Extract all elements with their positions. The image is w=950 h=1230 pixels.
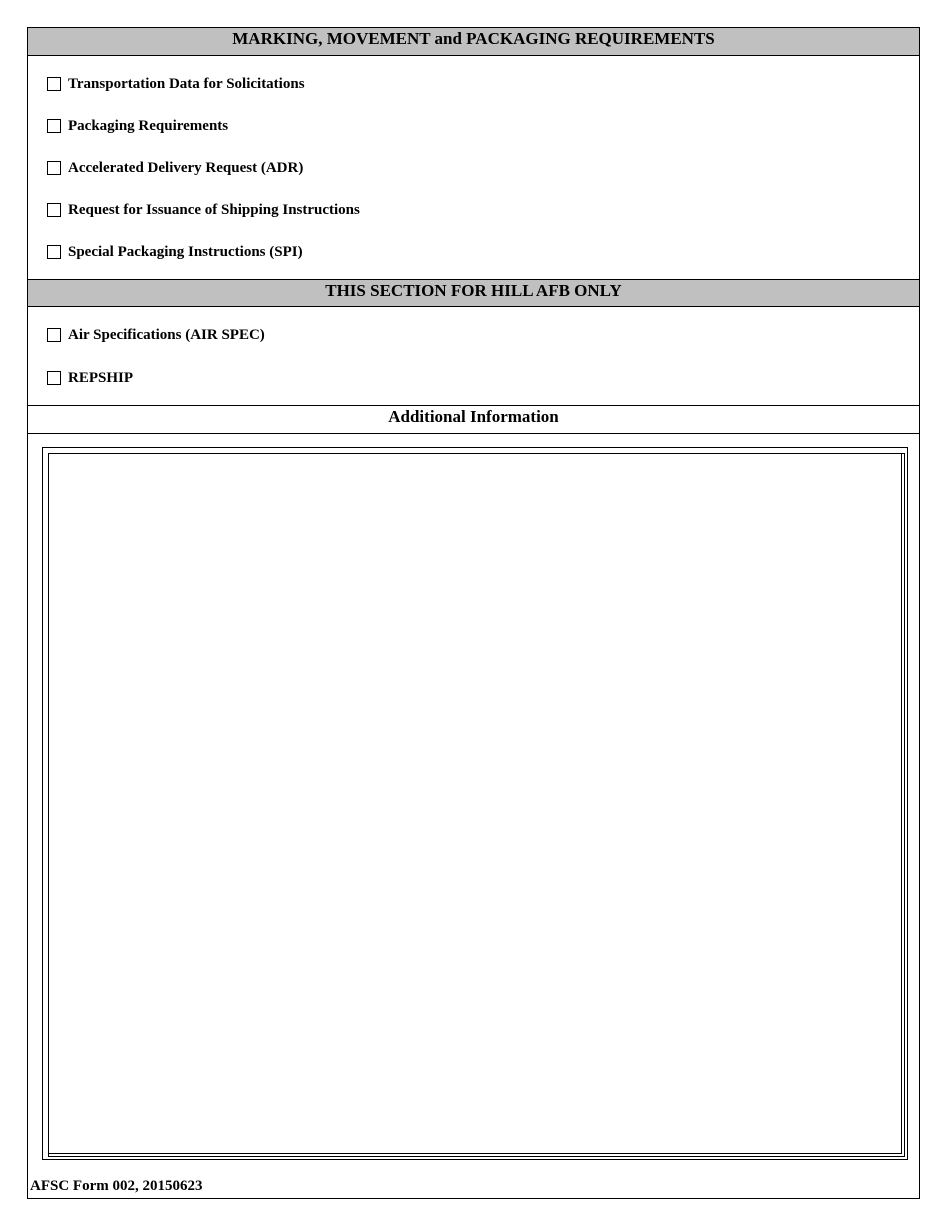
checkbox-label: Special Packaging Instructions (SPI) <box>68 243 303 260</box>
checkbox-air-specifications[interactable] <box>47 328 61 342</box>
checkbox-row-accelerated-delivery[interactable] <box>47 159 303 177</box>
checkbox-transportation-data[interactable] <box>47 77 61 91</box>
checkbox-repship[interactable] <box>47 371 61 385</box>
marking-section-header <box>28 28 919 56</box>
checkbox-row-shipping-instructions[interactable] <box>47 201 360 219</box>
checkbox-row-special-packaging[interactable] <box>47 243 303 261</box>
checkbox-row-transportation-data[interactable] <box>47 75 305 93</box>
form-footer-id: AFSC Form 002, 20150623 <box>30 1178 203 1194</box>
form-page <box>27 27 920 1199</box>
checkbox-row-repship[interactable] <box>47 369 133 387</box>
checkbox-label: Air Specifications (AIR SPEC) <box>68 326 265 343</box>
hill-afb-section-header <box>28 279 919 307</box>
checkbox-row-packaging-requirements[interactable] <box>47 117 228 135</box>
additional-info-frame <box>48 453 905 1157</box>
additional-info-box <box>42 447 908 1160</box>
additional-info-title: Additional Information <box>388 407 559 426</box>
hill-afb-section-title: THIS SECTION FOR HILL AFB ONLY <box>325 281 622 300</box>
additional-info-textarea[interactable] <box>53 458 900 1152</box>
checkbox-special-packaging[interactable] <box>47 245 61 259</box>
checkbox-shipping-instructions[interactable] <box>47 203 61 217</box>
checkbox-label: Transportation Data for Solicitations <box>68 75 305 92</box>
marking-section-title: MARKING, MOVEMENT and PACKAGING REQUIREMENTS <box>232 29 715 48</box>
checkbox-label: REPSHIP <box>68 369 134 386</box>
checkbox-accelerated-delivery[interactable] <box>47 161 61 175</box>
additional-info-header <box>28 405 919 434</box>
checkbox-label: Packaging Requirements <box>68 117 229 134</box>
checkbox-label: Accelerated Delivery Request (ADR) <box>68 159 304 176</box>
checkbox-row-air-specifications[interactable] <box>47 326 265 344</box>
checkbox-label: Request for Issuance of Shipping Instructions <box>68 201 360 218</box>
checkbox-packaging-requirements[interactable] <box>47 119 61 133</box>
